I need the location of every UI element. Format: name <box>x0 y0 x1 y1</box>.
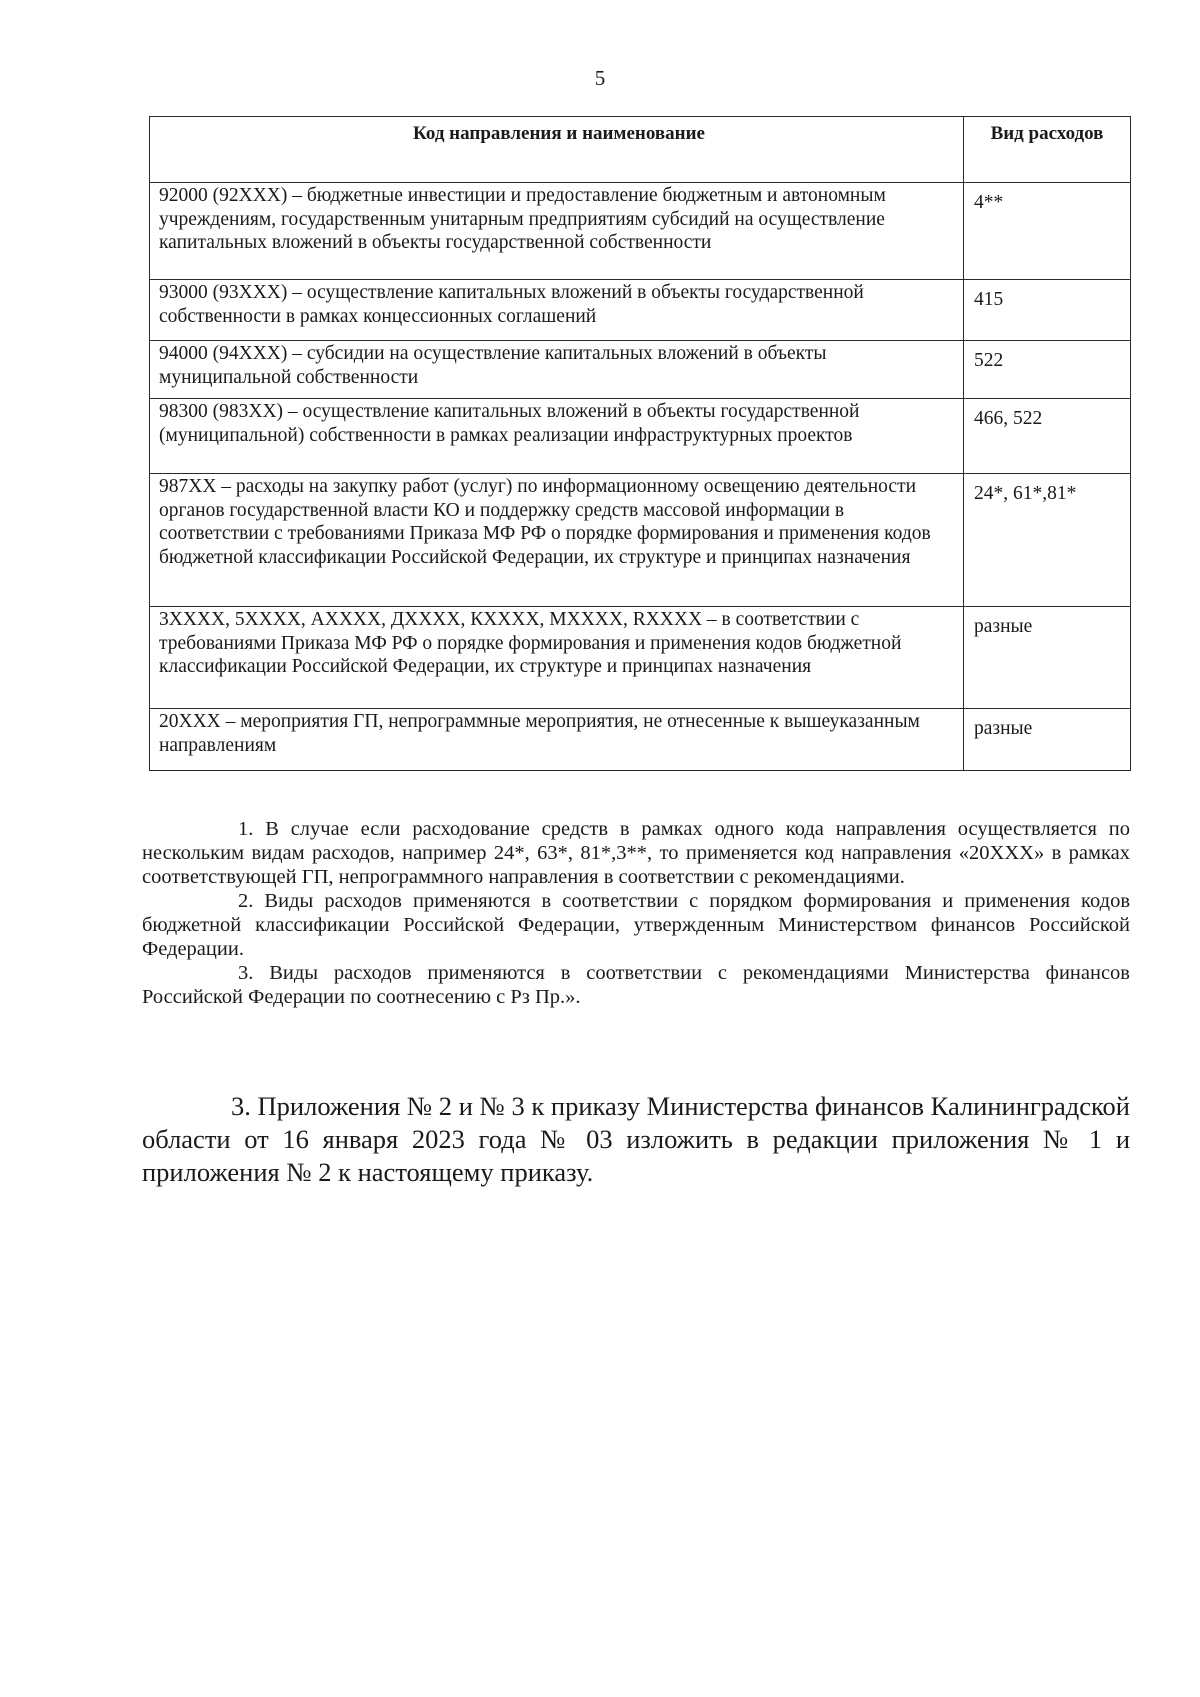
header-code-name: Код направления и наименование <box>150 117 964 183</box>
table-row <box>150 341 1131 399</box>
table-row <box>150 399 1131 474</box>
table-row <box>150 607 1131 709</box>
table-row <box>150 280 1131 341</box>
clause-paragraph: 3. Приложения № 2 и № 3 к приказу Министерства финансов Калининградской области от 16 января 2023 года № 03 изложить в редакции приложения № 1 и приложения № 2 к настоящему приказу. <box>142 1091 1130 1187</box>
table-cell-name: 987ХХ – расходы на закупку работ (услуг) по информационному освещению деятельности органов государственной власти КО и поддержку средств массовой информации в соответствии с требованиями Приказа МФ РФ о порядке формирования и применения кодов бюджетной классификации Российской Федерации, их структуре и принципах назначения <box>150 474 964 607</box>
table-cell-kind: разные <box>964 709 1131 771</box>
table-cell-kind: 24*, 61*,81* <box>964 474 1131 607</box>
table-cell-kind: разные <box>964 607 1131 709</box>
table-row <box>150 183 1131 280</box>
note-paragraph: 1. В случае если расходование средств в рамках одного кода направления осуществляется по нескольким видам расходов, например 24*, 63*, 81*,3**, то применяется код направления «20ХХХ» в рамках соответствующей ГП, непрограммного направления в соответствии с рекомендациями. <box>142 818 1130 888</box>
table-cell-kind: 522 <box>964 341 1131 399</box>
table-cell-name: 98300 (983ХХ) – осуществление капитальных вложений в объекты государственной (муниципальной) собственности в рамках реализации инфраструктурных проектов <box>150 399 964 474</box>
table-cell-name: 3ХХХХ, 5ХХХХ, АХХХХ, ДХХХХ, КХХХХ, МХХХХ, RХХХХ – в соответствии с требованиями Приказа МФ РФ о порядке формирования и применения кодов бюджетной классификации Российской Федерации, их структуре и принципах назначения <box>150 607 964 709</box>
table-cell-name: 93000 (93ХХХ) – осуществление капитальных вложений в объекты государственной собственности в рамках концессионных соглашений <box>150 280 964 341</box>
table-cell-kind: 466, 522 <box>964 399 1131 474</box>
table-cell-kind: 415 <box>964 280 1131 341</box>
table-row <box>150 474 1131 607</box>
table-cell-kind: 4** <box>964 183 1131 280</box>
note-paragraph: 2. Виды расходов применяются в соответствии с порядком формирования и применения кодов бюджетной классификации Российской Федерации, утвержденным Министерством финансов Российской Федерации. <box>142 890 1130 960</box>
table-cell-name: 92000 (92ХХХ) – бюджетные инвестиции и предоставление бюджетным и автономным учреждениям, государственным унитарным предприятиям субсидий на осуществление капитальных вложений в объекты государственной собственности <box>150 183 964 280</box>
header-expense-kind: Вид расходов <box>964 117 1131 183</box>
page-number: 5 <box>594 66 606 90</box>
note-paragraph: 3. Виды расходов применяются в соответствии с рекомендациями Министерства финансов Российской Федерации по соотнесению с Рз Пр.». <box>142 962 1130 1008</box>
table-cell-name: 94000 (94ХХХ) – субсидии на осуществление капитальных вложений в объекты муниципальной собственности <box>150 341 964 399</box>
table-row <box>150 709 1131 771</box>
notes-section <box>142 817 1130 1009</box>
codes-table <box>149 116 1131 771</box>
table-cell-name: 20ХХХ – мероприятия ГП, непрограммные мероприятия, не отнесенные к вышеуказанным направлениям <box>150 709 964 771</box>
table-header-row <box>150 117 1131 183</box>
